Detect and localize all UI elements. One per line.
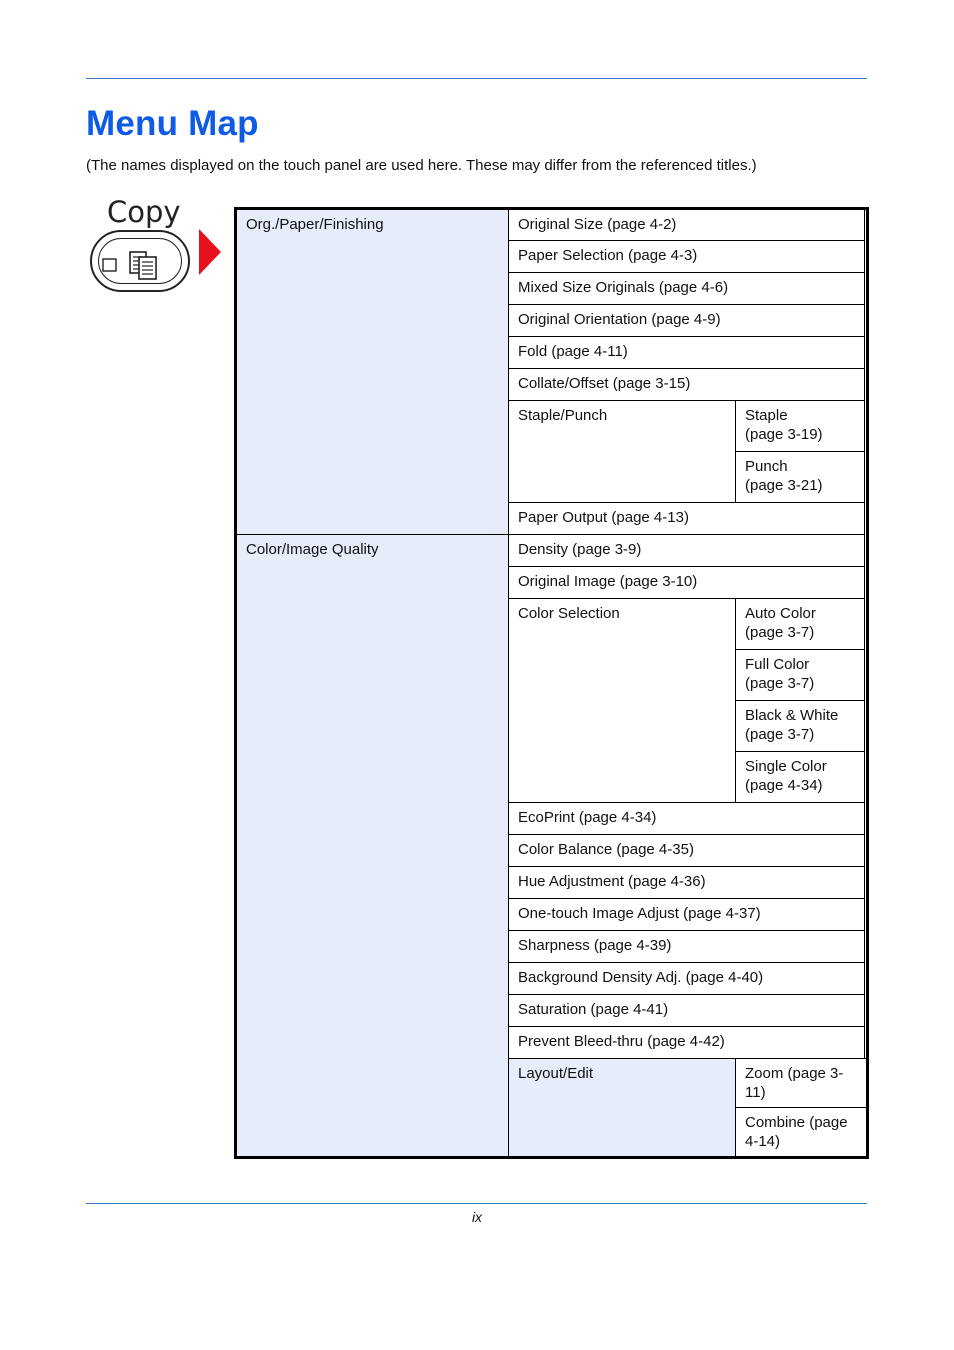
copy-key-button [90, 230, 190, 292]
menu-item-sharpness: Sharpness (page 4-39) [509, 931, 865, 963]
category-color-image-quality: Color/Image Quality [236, 535, 509, 1158]
page-subtitle: (The names displayed on the touch panel are used here. These may differ from the referenced titles.) [86, 157, 757, 174]
page-title: Menu Map [86, 104, 259, 143]
menu-item-fold: Fold (page 4-11) [509, 337, 865, 369]
menu-item-saturation: Saturation (page 4-41) [509, 995, 865, 1027]
category-layout-edit: Layout/Edit [509, 1059, 736, 1158]
menu-item-hue-adjustment: Hue Adjustment (page 4-36) [509, 867, 865, 899]
table-row [236, 209, 868, 241]
menu-item-staple-punch: Staple/Punch [509, 401, 736, 503]
table-row [236, 535, 868, 567]
menu-item-prevent-bleed-thru: Prevent Bleed-thru (page 4-42) [509, 1027, 865, 1059]
right-arrow-icon [199, 229, 223, 275]
menu-item-paper-selection: Paper Selection (page 4-3) [509, 241, 865, 273]
menu-item-original-image: Original Image (page 3-10) [509, 567, 865, 599]
submenu-item-punch: Punch (page 3-21) [736, 452, 865, 503]
menu-item-original-size: Original Size (page 4-2) [509, 209, 865, 241]
menu-item-original-orientation: Original Orientation (page 4-9) [509, 305, 865, 337]
menu-item-combine: Combine (page 4-14) [736, 1108, 868, 1158]
submenu-item-staple: Staple (page 3-19) [736, 401, 865, 452]
menu-item-background-density: Background Density Adj. (page 4-40) [509, 963, 865, 995]
header-rule [86, 78, 867, 79]
menu-item-collate-offset: Collate/Offset (page 3-15) [509, 369, 865, 401]
footer-rule [86, 1203, 867, 1204]
menu-item-color-selection: Color Selection [509, 599, 736, 803]
submenu-item-full-color: Full Color (page 3-7) [736, 650, 865, 701]
menu-item-paper-output: Paper Output (page 4-13) [509, 503, 865, 535]
submenu-item-black-white: Black & White (page 3-7) [736, 701, 865, 752]
menu-item-ecoprint: EcoPrint (page 4-34) [509, 803, 865, 835]
copy-documents-icon [92, 232, 192, 294]
page-number: ix [471, 1209, 483, 1225]
copy-label: Copy [107, 195, 181, 229]
menu-item-mixed-size-originals: Mixed Size Originals (page 4-6) [509, 273, 865, 305]
menu-item-zoom: Zoom (page 3-11) [736, 1059, 868, 1108]
submenu-item-auto-color: Auto Color (page 3-7) [736, 599, 865, 650]
category-org-paper-finishing: Org./Paper/Finishing [236, 209, 509, 535]
submenu-item-single-color: Single Color (page 4-34) [736, 752, 865, 803]
menu-item-color-balance: Color Balance (page 4-35) [509, 835, 865, 867]
menu-item-density: Density (page 3-9) [509, 535, 865, 567]
menu-map-table [234, 207, 869, 1159]
menu-item-one-touch-image-adjust: One-touch Image Adjust (page 4-37) [509, 899, 865, 931]
